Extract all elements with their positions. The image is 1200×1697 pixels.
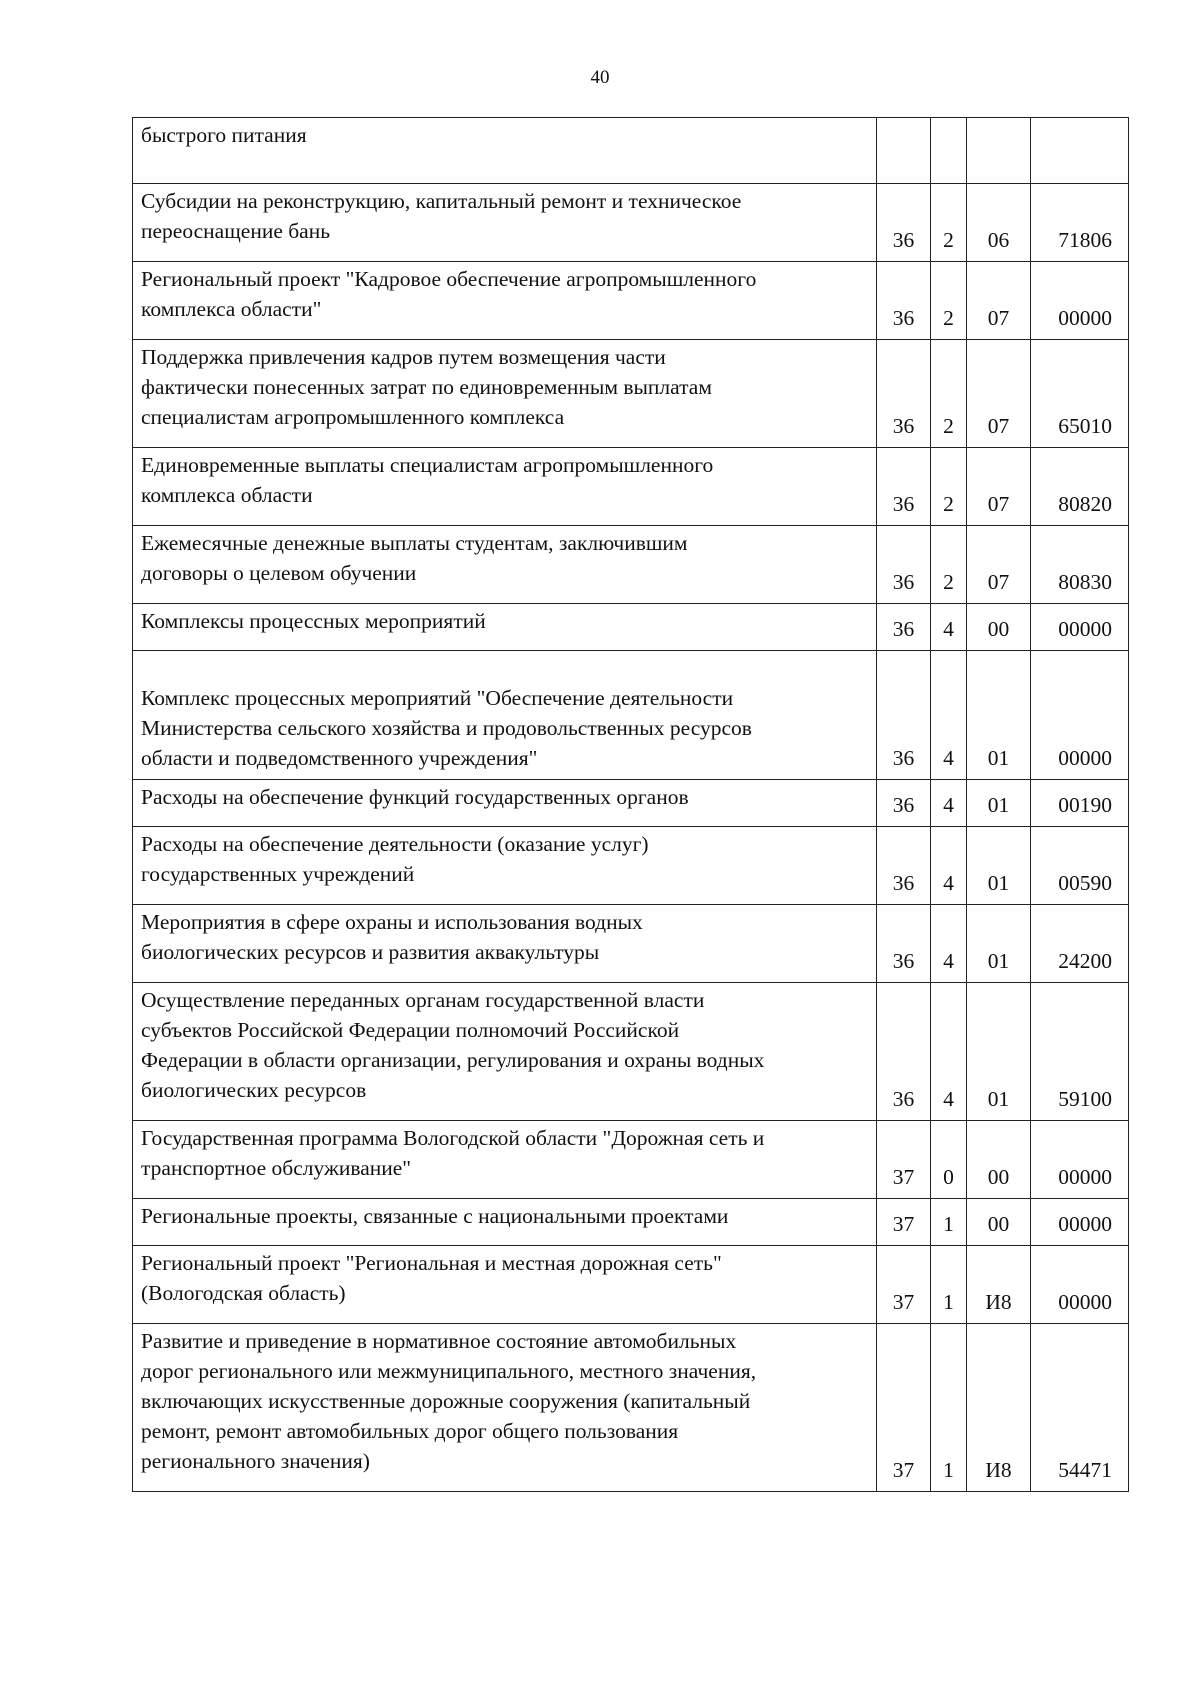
subprogram-code-cell: 2 — [931, 526, 967, 604]
structural-element-code-cell: 01 — [967, 905, 1031, 983]
subprogram-code-cell: 2 — [931, 340, 967, 448]
program-code-cell: 36 — [877, 905, 931, 983]
expense-name-cell: Расходы на обеспечение функций государственных органов — [133, 780, 877, 827]
expense-name-cell: Осуществление переданных органам государственной власти субъектов Российской Федерации полномочий Российской Федерации в области организации, регулирования и охраны водных биологических ресурсов — [133, 983, 877, 1121]
direction-code-cell: 00000 — [1031, 1246, 1129, 1324]
program-code-cell: 37 — [877, 1121, 931, 1199]
direction-code-cell: 80820 — [1031, 448, 1129, 526]
expense-name-cell: Региональный проект "Региональная и местная дорожная сеть" (Вологодская область) — [133, 1246, 877, 1324]
table-row — [133, 827, 1129, 905]
program-code-cell: 36 — [877, 340, 931, 448]
program-code-cell — [877, 118, 931, 184]
expense-name-cell: Субсидии на реконструкцию, капитальный ремонт и техническое переоснащение бань — [133, 184, 877, 262]
subprogram-code-cell: 4 — [931, 827, 967, 905]
direction-code-cell: 00000 — [1031, 1199, 1129, 1246]
expense-name-cell: Поддержка привлечения кадров путем возмещения части фактически понесенных затрат по единовременным выплатам специалистам агропромышленного комплекса — [133, 340, 877, 448]
structural-element-code-cell: 00 — [967, 1121, 1031, 1199]
expense-name-cell: Мероприятия в сфере охраны и использования водных биологических ресурсов и развития аквакультуры — [133, 905, 877, 983]
direction-code-cell: 80830 — [1031, 526, 1129, 604]
table-row — [133, 118, 1129, 184]
subprogram-code-cell: 4 — [931, 651, 967, 780]
program-code-cell: 37 — [877, 1199, 931, 1246]
structural-element-code-cell: 00 — [967, 1199, 1031, 1246]
table-row — [133, 604, 1129, 651]
structural-element-code-cell: И8 — [967, 1246, 1031, 1324]
direction-code-cell: 65010 — [1031, 340, 1129, 448]
direction-code-cell: 24200 — [1031, 905, 1129, 983]
program-code-cell: 36 — [877, 262, 931, 340]
program-code-cell: 36 — [877, 651, 931, 780]
direction-code-cell: 59100 — [1031, 983, 1129, 1121]
structural-element-code-cell: 01 — [967, 651, 1031, 780]
structural-element-code-cell: 06 — [967, 184, 1031, 262]
expense-name-cell: Комплекс процессных мероприятий "Обеспечение деятельности Министерства сельского хозяйства и продовольственных ресурсов области и подведомственного учреждения" — [133, 651, 877, 780]
structural-element-code-cell: И8 — [967, 1324, 1031, 1492]
direction-code-cell — [1031, 118, 1129, 184]
program-code-cell: 37 — [877, 1246, 931, 1324]
direction-code-cell: 54471 — [1031, 1324, 1129, 1492]
table-row — [133, 340, 1129, 448]
budget-classification-table — [132, 117, 1129, 1492]
direction-code-cell: 00000 — [1031, 604, 1129, 651]
subprogram-code-cell: 2 — [931, 184, 967, 262]
structural-element-code-cell: 07 — [967, 448, 1031, 526]
subprogram-code-cell: 4 — [931, 905, 967, 983]
direction-code-cell: 00590 — [1031, 827, 1129, 905]
table-row — [133, 905, 1129, 983]
direction-code-cell: 00000 — [1031, 262, 1129, 340]
direction-code-cell: 00000 — [1031, 651, 1129, 780]
structural-element-code-cell: 01 — [967, 780, 1031, 827]
program-code-cell: 36 — [877, 780, 931, 827]
subprogram-code-cell: 1 — [931, 1324, 967, 1492]
table-row — [133, 780, 1129, 827]
expense-name-cell: Единовременные выплаты специалистам агропромышленного комплекса области — [133, 448, 877, 526]
table-row — [133, 526, 1129, 604]
table-row — [133, 184, 1129, 262]
expense-name-cell: Комплексы процессных мероприятий — [133, 604, 877, 651]
subprogram-code-cell: 4 — [931, 983, 967, 1121]
structural-element-code-cell: 07 — [967, 340, 1031, 448]
table-row — [133, 1324, 1129, 1492]
expense-name-cell: Региональный проект "Кадровое обеспечение агропромышленного комплекса области" — [133, 262, 877, 340]
table-row — [133, 1121, 1129, 1199]
table-row — [133, 1246, 1129, 1324]
direction-code-cell: 00000 — [1031, 1121, 1129, 1199]
subprogram-code-cell: 2 — [931, 262, 967, 340]
program-code-cell: 37 — [877, 1324, 931, 1492]
subprogram-code-cell: 2 — [931, 448, 967, 526]
subprogram-code-cell: 0 — [931, 1121, 967, 1199]
subprogram-code-cell: 4 — [931, 780, 967, 827]
expense-name-cell: Расходы на обеспечение деятельности (оказание услуг) государственных учреждений — [133, 827, 877, 905]
direction-code-cell: 71806 — [1031, 184, 1129, 262]
structural-element-code-cell: 07 — [967, 262, 1031, 340]
program-code-cell: 36 — [877, 827, 931, 905]
structural-element-code-cell: 01 — [967, 827, 1031, 905]
subprogram-code-cell — [931, 118, 967, 184]
table-row — [133, 262, 1129, 340]
structural-element-code-cell — [967, 118, 1031, 184]
table-row — [133, 651, 1129, 780]
program-code-cell: 36 — [877, 184, 931, 262]
program-code-cell: 36 — [877, 983, 931, 1121]
program-code-cell: 36 — [877, 448, 931, 526]
table-row — [133, 448, 1129, 526]
structural-element-code-cell: 01 — [967, 983, 1031, 1121]
expense-name-cell: Государственная программа Вологодской области "Дорожная сеть и транспортное обслуживание" — [133, 1121, 877, 1199]
table-row — [133, 983, 1129, 1121]
expense-name-cell: быстрого питания — [133, 118, 877, 184]
program-code-cell: 36 — [877, 526, 931, 604]
table-row — [133, 1199, 1129, 1246]
expense-name-cell: Развитие и приведение в нормативное состояние автомобильных дорог регионального или межмуниципального, местного значения, включающих искусственные дорожные сооружения (капитальный ремонт, ремонт автомобильных дорог общего пользования регионального значения) — [133, 1324, 877, 1492]
subprogram-code-cell: 1 — [931, 1246, 967, 1324]
direction-code-cell: 00190 — [1031, 780, 1129, 827]
subprogram-code-cell: 4 — [931, 604, 967, 651]
expense-name-cell: Ежемесячные денежные выплаты студентам, заключившим договоры о целевом обучении — [133, 526, 877, 604]
expense-name-cell: Региональные проекты, связанные с национальными проектами — [133, 1199, 877, 1246]
structural-element-code-cell: 00 — [967, 604, 1031, 651]
page-number: 40 — [590, 67, 610, 88]
subprogram-code-cell: 1 — [931, 1199, 967, 1246]
structural-element-code-cell: 07 — [967, 526, 1031, 604]
program-code-cell: 36 — [877, 604, 931, 651]
